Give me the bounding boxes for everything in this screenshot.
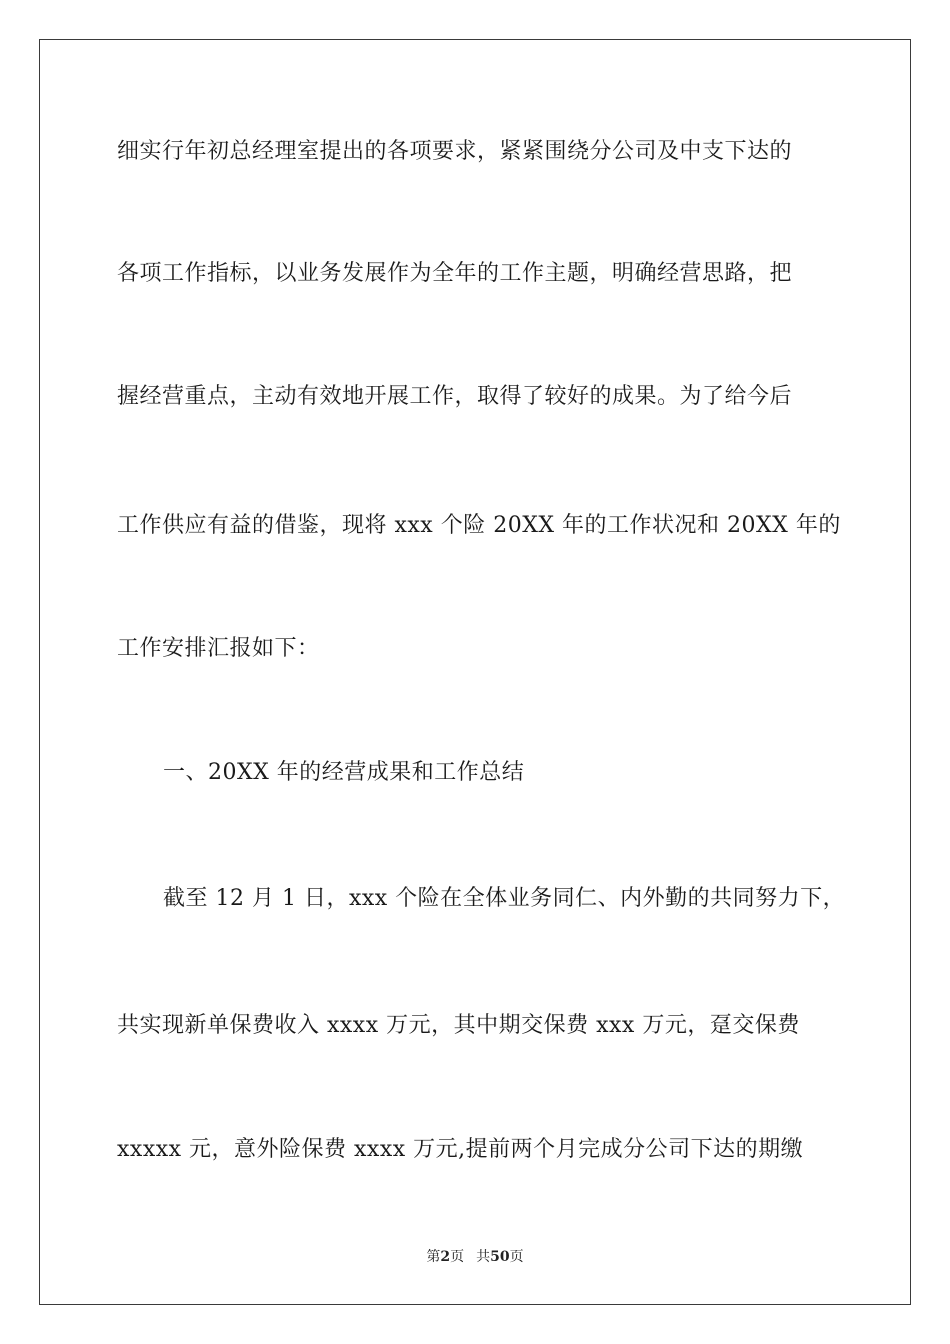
body-line-2: 各项工作指标，以业务发展作为全年的工作主题，明确经营思路，把 bbox=[117, 261, 793, 286]
section-heading: 一、20XX 年的经营成果和工作总结 bbox=[163, 760, 525, 785]
body-line-9: xxxxx 元，意外险保费 xxxx 万元,提前两个月完成分公司下达的期缴 bbox=[117, 1137, 804, 1162]
page-footer bbox=[0, 1247, 950, 1267]
total-pages: 50 bbox=[490, 1249, 510, 1265]
total-prefix: 共 bbox=[476, 1249, 491, 1265]
body-line-5: 工作安排汇报如下： bbox=[117, 636, 320, 661]
body-line-8: 共实现新单保费收入 xxxx 万元，其中期交保费 xxx 万元，趸交保费 bbox=[117, 1013, 800, 1038]
body-line-1: 细实行年初总经理室提出的各项要求，紧紧围绕分公司及中支下达的 bbox=[117, 139, 793, 164]
page-number: 2 bbox=[440, 1249, 451, 1265]
total-suffix: 页 bbox=[509, 1249, 524, 1265]
page-prefix: 第 bbox=[426, 1249, 441, 1265]
page-suffix: 页 bbox=[450, 1249, 465, 1265]
body-line-4: 工作供应有益的借鉴，现将 xxx 个险 20XX 年的工作状况和 20XX 年的 bbox=[117, 513, 841, 538]
body-line-3: 握经营重点，主动有效地开展工作，取得了较好的成果。为了给今后 bbox=[117, 384, 793, 409]
body-line-7: 截至 12 月 1 日，xxx 个险在全体业务同仁、内外勤的共同努力下， bbox=[163, 886, 846, 911]
page-border bbox=[39, 39, 911, 1305]
